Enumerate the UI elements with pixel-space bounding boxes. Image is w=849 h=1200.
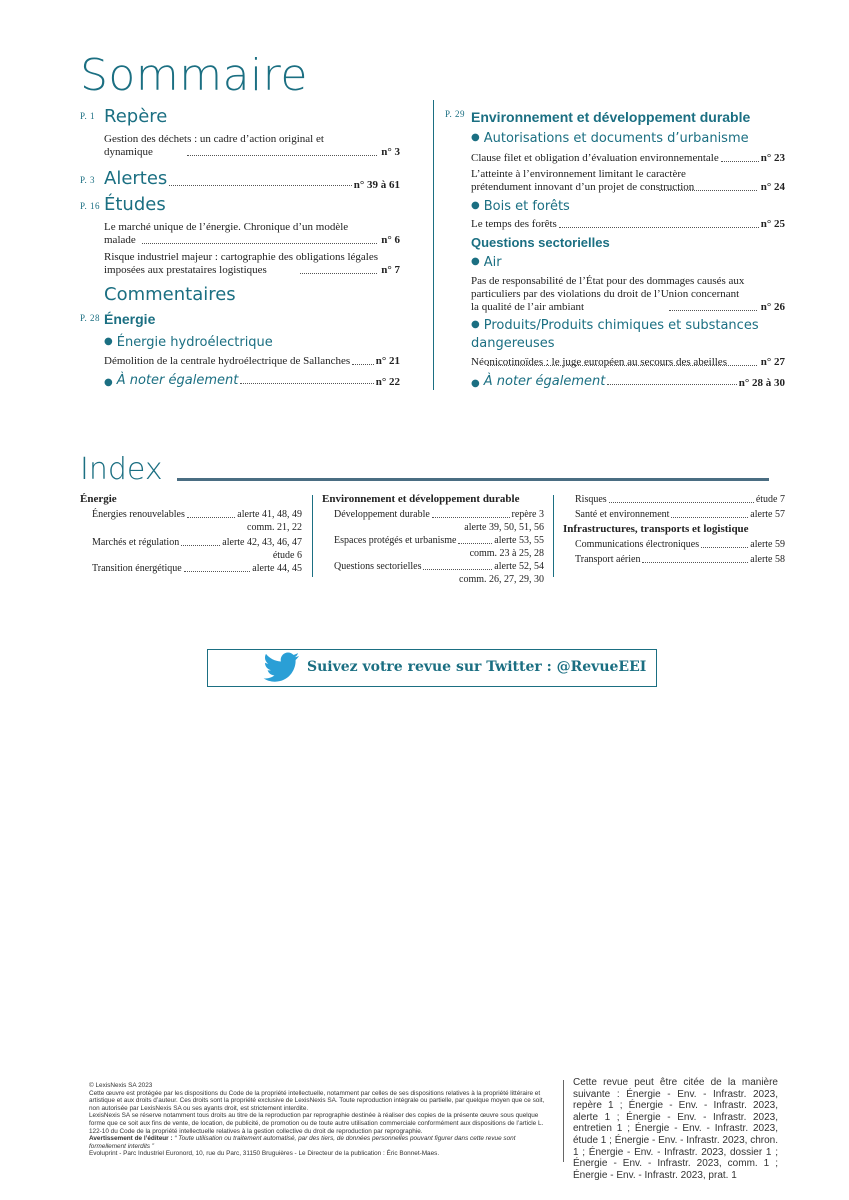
section-alertes: Alertes bbox=[104, 168, 168, 189]
index-title: Index bbox=[80, 452, 163, 487]
bullet-icon: ● bbox=[104, 377, 113, 388]
index-term: Questions sectorielles bbox=[334, 561, 422, 572]
index-column-3 bbox=[563, 493, 785, 566]
index-divider bbox=[553, 495, 554, 577]
twitter-bird-icon bbox=[263, 652, 301, 686]
toc-entry[interactable] bbox=[80, 251, 400, 277]
sub-heading-produits[interactable] bbox=[447, 316, 785, 353]
sub-heading-autorisations[interactable] bbox=[447, 129, 785, 148]
sub-heading-bois[interactable] bbox=[447, 197, 785, 216]
index-column-1 bbox=[80, 493, 302, 575]
sub-heading-label: Énergie hydroélectrique bbox=[116, 335, 273, 350]
entry-ref: n° 21 bbox=[375, 355, 400, 367]
footer-copyright: © LexisNexis SA 2023 bbox=[89, 1082, 153, 1089]
index-column-2 bbox=[322, 493, 544, 586]
index-row[interactable] bbox=[563, 538, 785, 551]
index-row[interactable] bbox=[80, 508, 302, 521]
toc-entry[interactable] bbox=[447, 275, 785, 314]
toc-entry[interactable] bbox=[80, 355, 400, 368]
section-commentaires[interactable]: Commentaires bbox=[104, 284, 236, 305]
index-ref-continued: étude 6 bbox=[272, 550, 302, 561]
index-category: Énergie bbox=[80, 493, 117, 505]
index-ref-continued: comm. 26, 27, 29, 30 bbox=[459, 574, 544, 585]
leader-dots bbox=[721, 161, 759, 162]
index-term: Énergies renouvelables bbox=[92, 509, 185, 520]
section-energie[interactable]: Énergie bbox=[104, 311, 156, 327]
index-category: Environnement et développement durable bbox=[322, 493, 520, 505]
footer-avertissement-label: Avertissement de l’éditeur : bbox=[89, 1135, 173, 1143]
column-divider bbox=[433, 100, 434, 390]
entry-ref: n° 6 bbox=[381, 234, 400, 246]
index-row[interactable] bbox=[80, 536, 302, 549]
leader-dots bbox=[169, 185, 351, 186]
index-row[interactable] bbox=[322, 508, 544, 521]
index-ref: alerte 44, 45 bbox=[252, 563, 302, 574]
toc-entry[interactable] bbox=[447, 356, 785, 369]
index-ref: étude 7 bbox=[755, 494, 785, 505]
index-ref-continued: comm. 23 à 25, 28 bbox=[469, 548, 544, 559]
sub-heading-air[interactable] bbox=[447, 253, 785, 272]
entry-label: À noter également bbox=[116, 373, 239, 388]
toc-entry[interactable] bbox=[447, 152, 785, 165]
index-row[interactable] bbox=[80, 562, 302, 575]
entry-ref: n° 39 à 61 bbox=[353, 179, 400, 191]
bullet-icon: ● bbox=[471, 378, 480, 389]
heading-questions-sectorielles[interactable]: Questions sectorielles bbox=[471, 235, 610, 250]
footer-legal bbox=[89, 1082, 553, 1158]
leader-dots bbox=[669, 310, 757, 311]
index-term: Marchés et régulation bbox=[92, 537, 180, 548]
sommaire-left-column bbox=[80, 105, 400, 388]
index-ref: alerte 42, 43, 46, 47 bbox=[222, 537, 302, 548]
leader-dots bbox=[458, 543, 492, 544]
toc-entry[interactable] bbox=[447, 218, 785, 231]
entry-ref: n° 3 bbox=[381, 146, 400, 158]
entry-label: Démolition de la centrale hydroélectrique de Sallanches bbox=[104, 355, 351, 367]
index-row[interactable] bbox=[322, 560, 544, 573]
bullet-icon: ● bbox=[104, 336, 113, 347]
leader-dots bbox=[607, 384, 736, 385]
index-divider bbox=[312, 495, 313, 577]
index-term: Développement durable bbox=[334, 509, 430, 520]
footer-divider bbox=[563, 1080, 564, 1162]
page-ref-energie: P. 28 bbox=[80, 313, 101, 323]
entry-label: L’atteinte à l’environnement limitant le caractère prétendument innovant d’un projet de construction bbox=[471, 168, 695, 193]
index-ref-continued: alerte 39, 50, 51, 56 bbox=[464, 522, 544, 533]
footer-reprographie: LexisNexis SA se réserve notamment tous droits au titre de la reproduction par reprographie destinée à réaliser des copies de la présente œuvre sous quelque forme que ce soit aux fins de vente, de location, de publicité, de promotion ou de toute autre utilisation commerciale conformément aux dispositions de l’article L. 122-10 du Code de la propriété intellectuelle relatives à la gestion collective du droit de reproduction par reprographie. bbox=[89, 1112, 544, 1135]
bullet-icon: ● bbox=[471, 256, 480, 267]
footer-avertissement bbox=[89, 1135, 553, 1150]
entry-label: Clause filet et obligation d’évaluation environnementale bbox=[471, 152, 719, 164]
sub-heading-label: Produits/Produits chimiques et substances dangereuses bbox=[471, 318, 759, 351]
toc-entry[interactable] bbox=[447, 168, 785, 194]
leader-dots bbox=[701, 547, 748, 548]
toc-entry[interactable] bbox=[80, 221, 400, 247]
page-title: Sommaire bbox=[80, 50, 308, 101]
toc-entry-a-noter[interactable] bbox=[447, 374, 785, 389]
sub-heading-label: Autorisations et documents d’urbanisme bbox=[483, 131, 749, 146]
index-row[interactable] bbox=[322, 534, 544, 547]
entry-label: Pas de responsabilité de l’État pour des dommages causés aux particuliers par des violations du droit de l’Union concernant la qualité de l’air ambiant bbox=[471, 275, 745, 313]
leader-dots bbox=[432, 517, 510, 518]
entry-label: À noter également bbox=[483, 374, 606, 389]
footer-imprint: Evoluprint - Parc Industriel Euronord, 10, rue du Parc, 31150 Bruguières - Le Directeur de la publication : Éric Bonnet-Maes. bbox=[89, 1150, 440, 1158]
entry-ref: n° 24 bbox=[760, 181, 785, 193]
entry-label: Le marché unique de l’énergie. Chronique d’un modèle malade bbox=[104, 221, 349, 246]
index-category: Infrastructures, transports et logistique bbox=[563, 523, 749, 535]
bullet-icon: ● bbox=[471, 200, 480, 211]
entry-ref: n° 28 à 30 bbox=[738, 377, 785, 389]
entry-ref: n° 25 bbox=[760, 218, 785, 230]
leader-dots bbox=[187, 155, 377, 156]
page-ref-alertes: P. 3 bbox=[80, 175, 96, 185]
section-repere[interactable]: Repère bbox=[104, 106, 168, 127]
leader-dots bbox=[187, 517, 235, 518]
index-term: Transition énergétique bbox=[92, 563, 182, 574]
section-environnement[interactable]: Environnement et développement durable bbox=[471, 109, 751, 125]
leader-dots bbox=[609, 502, 754, 503]
index-ref: alerte 53, 55 bbox=[494, 535, 544, 546]
leader-dots bbox=[423, 569, 492, 570]
entry-label: Néonicotinoïdes : le juge européen au secours des abeilles bbox=[471, 356, 727, 368]
page-ref-repere: P. 1 bbox=[80, 111, 96, 121]
sommaire-right-column bbox=[447, 107, 785, 389]
leader-dots bbox=[487, 365, 757, 366]
sub-heading-hydro[interactable] bbox=[80, 333, 400, 352]
sub-heading-label: Air bbox=[483, 255, 502, 270]
section-etudes[interactable]: Études bbox=[104, 194, 166, 215]
index-ref: alerte 58 bbox=[750, 554, 785, 565]
index-ref: alerte 57 bbox=[750, 509, 785, 520]
twitter-text: Suivez votre revue sur Twitter : @RevueEEI bbox=[307, 659, 647, 675]
entry-ref: n° 7 bbox=[381, 264, 400, 276]
leader-dots bbox=[142, 243, 377, 244]
index-ref-continued: comm. 21, 22 bbox=[247, 522, 302, 533]
sub-heading-label: Bois et forêts bbox=[483, 199, 570, 214]
leader-dots bbox=[352, 364, 374, 365]
index-ref: alerte 59 bbox=[750, 539, 785, 550]
index-term: Risques bbox=[575, 494, 607, 505]
leader-dots bbox=[300, 273, 377, 274]
index-term: Espaces protégés et urbanisme bbox=[334, 535, 457, 546]
leader-dots bbox=[559, 227, 759, 228]
toc-entry[interactable] bbox=[80, 133, 400, 159]
index-row[interactable] bbox=[563, 553, 785, 566]
index-ref: alerte 52, 54 bbox=[494, 561, 544, 572]
index-ref: repère 3 bbox=[511, 509, 544, 520]
footer-copyright-notice: Cette œuvre est protégée par les dispositions du Code de la propriété intellectuelle, notamment par celles de ses dispositions relatives à la propriété littéraire et artistique et aux droits d’auteur. Ces droits sont la propriété exclusive de LexisNexis SA. Toute reproduction intégrale ou partielle, par quelque moyen que ce soit, non autorisée par LexisNexis SA ou ses ayants droit, est strictement interdite. bbox=[89, 1089, 545, 1112]
footer-citation: Cette revue peut être citée de la manière suivante : Énergie - Env. - Infrastr. 2023, repère 1 ; Énergie - Env. - Infrastr. 2023, alerte 1 ; Énergie - Env. - Infrastr. 2023, entretien 1 ; Énergie - Env. - Infrastr. 2023, étude 1 ; Énergie - Env. - Infrastr. 2023, chron. 1 ; Énergie - Env. - Infrastr. 2023, dossier 1 ; Énergie - Env. - Infrastr. 2023, comm. 1 ; Énergie - Env. - Infrastr. 2023, prat. 1 bbox=[573, 1077, 778, 1181]
entry-ref: n° 26 bbox=[760, 301, 785, 313]
index-ref: alerte 41, 48, 49 bbox=[237, 509, 302, 520]
entry-ref: n° 22 bbox=[375, 376, 400, 388]
leader-dots bbox=[642, 562, 748, 563]
entry-ref: n° 23 bbox=[760, 152, 785, 164]
index-term: Santé et environnement bbox=[575, 509, 670, 520]
entry-label: Gestion des déchets : un cadre d’action original et dynamique bbox=[104, 133, 324, 158]
index-row[interactable] bbox=[563, 493, 785, 506]
page-ref-etudes: P. 16 bbox=[80, 201, 101, 211]
bullet-icon: ● bbox=[471, 319, 480, 330]
toc-entry-a-noter[interactable] bbox=[80, 373, 400, 388]
page-ref-environnement: P. 29 bbox=[445, 109, 466, 119]
index-rule bbox=[177, 478, 769, 481]
bullet-icon: ● bbox=[471, 132, 480, 143]
leader-dots bbox=[671, 517, 748, 518]
leader-dots bbox=[240, 383, 373, 384]
entry-label: Le temps des forêts bbox=[471, 218, 557, 230]
leader-dots bbox=[184, 571, 251, 572]
leader-dots bbox=[659, 190, 757, 191]
index-row[interactable] bbox=[563, 508, 785, 521]
index-term: Communications électroniques bbox=[575, 539, 700, 550]
toc-entry-alertes[interactable] bbox=[80, 167, 400, 191]
footer-avertissement-text: “ Toute utilisation ou traitement automatisé, par des tiers, de données personnelles pouvant figurer dans cette revue sont formellement interdits ” bbox=[89, 1135, 516, 1150]
entry-ref: n° 27 bbox=[760, 356, 785, 368]
leader-dots bbox=[181, 545, 220, 546]
entry-label: Risque industriel majeur : cartographie des obligations légales imposées aux prestataires logistiques bbox=[104, 251, 379, 276]
twitter-banner[interactable] bbox=[207, 649, 657, 687]
index-term: Transport aérien bbox=[575, 554, 641, 565]
